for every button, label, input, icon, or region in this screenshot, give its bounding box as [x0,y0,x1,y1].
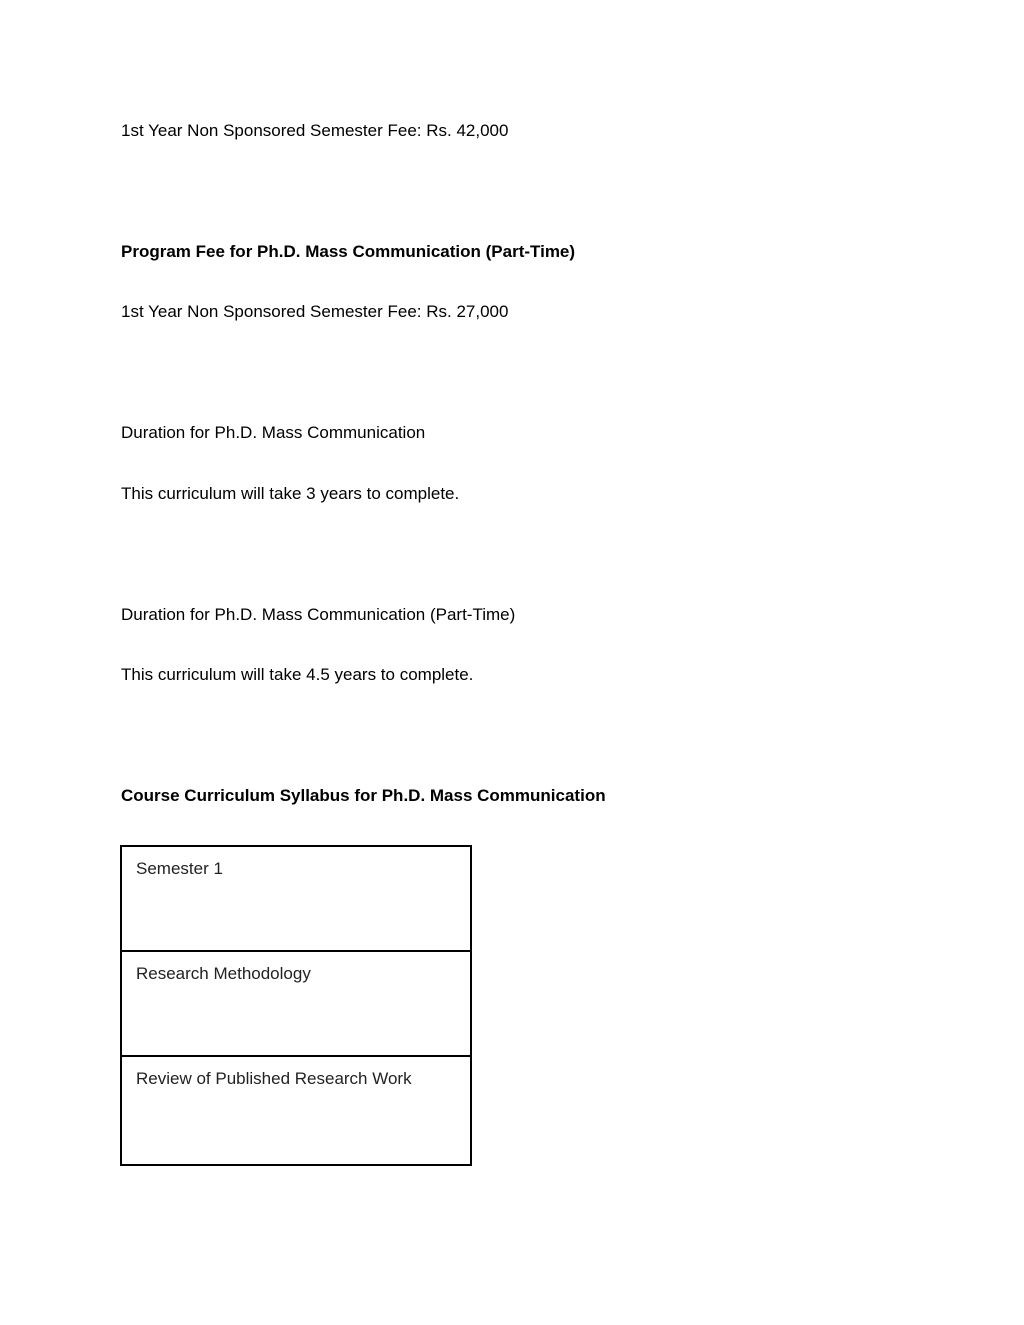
fee-parttime-text: 1st Year Non Sponsored Semester Fee: Rs. 27,000 [121,302,509,321]
duration-parttime-text: This curriculum will take 4.5 years to complete. [121,665,474,684]
table-row [122,1057,470,1164]
duration-heading: Duration for Ph.D. Mass Communication [121,423,426,442]
duration-parttime-heading: Duration for Ph.D. Mass Communication (Part-Time) [121,605,516,624]
table-row [122,952,470,1057]
table-row [122,847,470,952]
table-cell-text: Review of Published Research Work [136,1069,412,1088]
table-cell-text: Semester 1 [136,859,223,878]
fee-regular-text: 1st Year Non Sponsored Semester Fee: Rs. 42,000 [121,121,509,140]
duration-text: This curriculum will take 3 years to complete. [121,484,460,503]
parttime-fee-heading: Program Fee for Ph.D. Mass Communication (Part-Time) [121,242,576,261]
syllabus-heading: Course Curriculum Syllabus for Ph.D. Mass Communication [121,786,606,805]
table-cell-text: Research Methodology [136,964,311,983]
syllabus-table [120,845,472,1166]
